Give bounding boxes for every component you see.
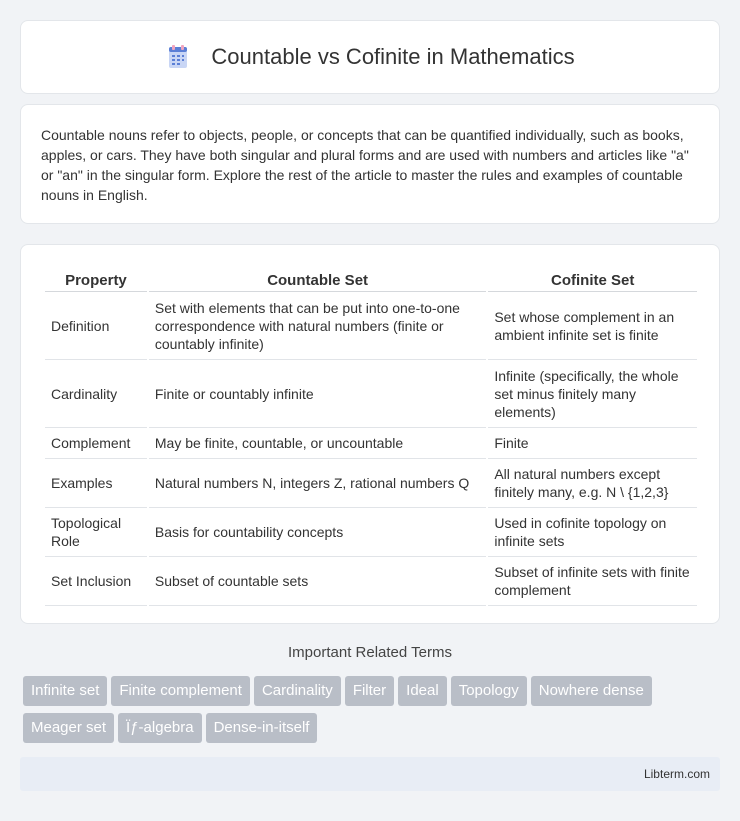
tag-topology[interactable]: Topology	[451, 676, 527, 706]
comparison-table-card	[20, 244, 720, 624]
page-title: Countable vs Cofinite in Mathematics	[211, 44, 575, 69]
table-row	[45, 508, 697, 557]
tag-meager-set[interactable]: Meager set	[23, 713, 114, 743]
tag-ideal[interactable]: Ideal	[398, 676, 447, 706]
intro-card	[20, 104, 720, 224]
table-row	[45, 459, 697, 508]
table-cell: Set whose complement in an ambient infinite set is finite	[488, 292, 697, 360]
tag-finite-complement[interactable]: Finite complement	[111, 676, 250, 706]
table-header-row	[45, 265, 697, 292]
table-cell: Finite or countably infinite	[149, 360, 486, 428]
tag-cardinality[interactable]: Cardinality	[254, 676, 341, 706]
tag-sigma-algebra[interactable]: Ïƒ-algebra	[118, 713, 202, 743]
related-terms-list	[23, 676, 723, 750]
table-row	[45, 557, 697, 606]
table-cell: Infinite (specifically, the whole set minus finitely many elements)	[488, 360, 697, 428]
tag-nowhere-dense[interactable]: Nowhere dense	[531, 676, 652, 706]
column-header-property: Property	[45, 265, 147, 292]
table-cell: May be finite, countable, or uncountable	[149, 428, 486, 459]
related-terms-heading: Important Related Terms	[288, 644, 452, 661]
table-cell: Set with elements that can be put into one-to-one correspondence with natural numbers (finite or countably infinite)	[149, 292, 486, 360]
document-icon	[165, 44, 191, 70]
tag-filter[interactable]: Filter	[345, 676, 394, 706]
table-cell: Used in cofinite topology on infinite sets	[488, 508, 697, 557]
footer-site-link[interactable]: Libterm.com	[643, 767, 710, 781]
table-cell: Definition	[45, 292, 147, 360]
footer	[20, 757, 720, 791]
tag-infinite-set[interactable]: Infinite set	[23, 676, 107, 706]
header-card	[20, 20, 720, 94]
table-row	[45, 292, 697, 360]
table-row	[45, 428, 697, 459]
intro-text: Countable nouns refer to objects, people, or concepts that can be quantified individually, such as books, apples, or cars. They have both singular and plural forms and are used with numbers and articles like "a" or "an" in the singular form. Explore the rest of the article to master the rules and examples of countable nouns in English.	[41, 127, 689, 203]
table-cell: Basis for countability concepts	[149, 508, 486, 557]
column-header-countable: Countable Set	[149, 265, 486, 292]
table-cell: Finite	[488, 428, 697, 459]
table-cell: Topological Role	[45, 508, 147, 557]
column-header-cofinite: Cofinite Set	[488, 265, 697, 292]
table-cell: Natural numbers N, integers Z, rational numbers Q	[149, 459, 486, 508]
table-cell: Set Inclusion	[45, 557, 147, 606]
table-cell: All natural numbers except finitely many, e.g. N \ {1,2,3}	[488, 459, 697, 508]
table-cell: Complement	[45, 428, 147, 459]
comparison-table	[43, 265, 699, 606]
table-row	[45, 360, 697, 428]
table-cell: Subset of infinite sets with finite complement	[488, 557, 697, 606]
tag-dense-in-itself[interactable]: Dense-in-itself	[206, 713, 318, 743]
table-cell: Examples	[45, 459, 147, 508]
table-cell: Subset of countable sets	[149, 557, 486, 606]
table-cell: Cardinality	[45, 360, 147, 428]
